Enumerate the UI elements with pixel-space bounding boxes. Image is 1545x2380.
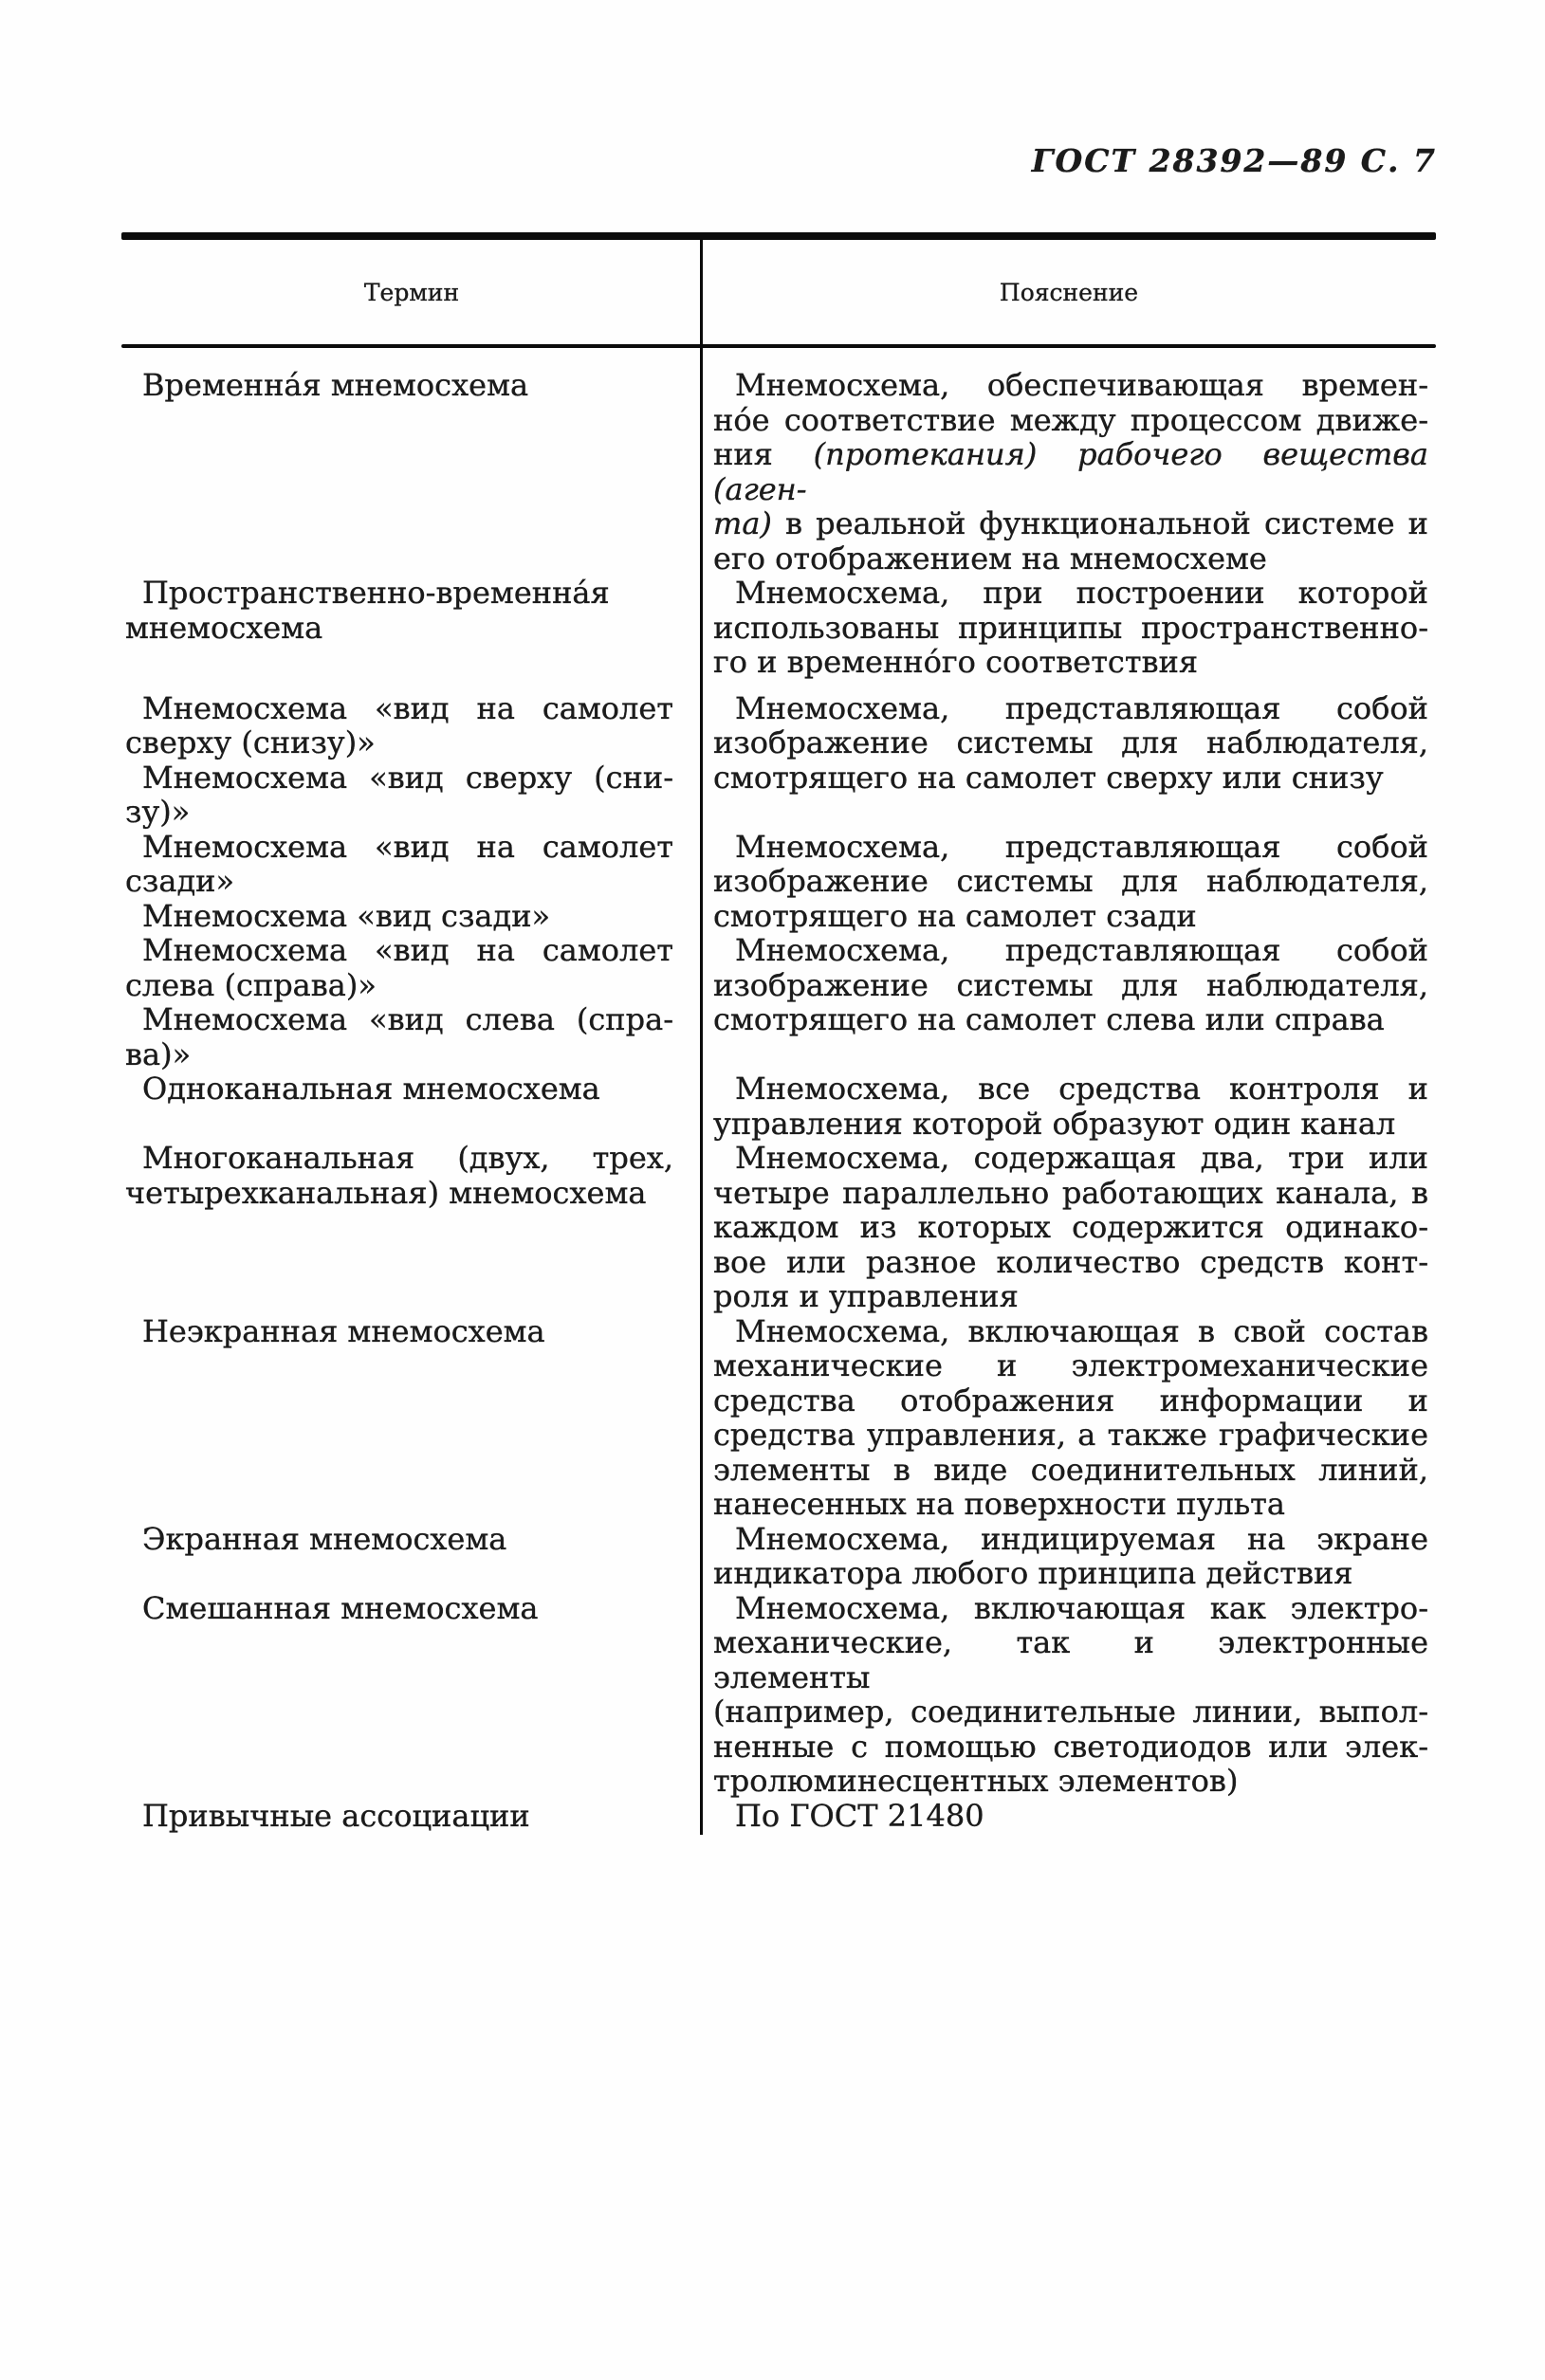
- column-header-explanation: Пояснение: [999, 278, 1139, 306]
- text-line: Мнемосхема, представляющая собой: [735, 689, 1428, 726]
- text-line: индикатора любого принципа действия: [713, 1555, 1353, 1591]
- text-line: Мнемосхема, содержащая два, три или: [735, 1140, 1428, 1176]
- text-line: Мнемосхема, включающая как электро-: [735, 1589, 1428, 1626]
- text-line: Неэкранная мнемосхема: [142, 1312, 545, 1349]
- italic-text-segment: (протекания) рабочего вещества (аген-: [713, 436, 1428, 507]
- text-line: смотрящего на самолет слева или справа: [713, 1001, 1385, 1037]
- term-cell: [121, 830, 702, 934]
- text-line: Экранная мнемосхема: [142, 1520, 507, 1557]
- term-cell: [121, 933, 702, 1071]
- text-line: изображение системы для наблюдателя,: [713, 966, 1428, 1003]
- text-line: механические, так и электронные элементы: [713, 1624, 1428, 1695]
- text-line: Мнемосхема, индицируемая на экране: [735, 1520, 1428, 1557]
- text-line: использованы принципы пространственно-: [713, 609, 1428, 646]
- text-line: Мнемосхема «вид сзади»: [142, 897, 551, 934]
- text-line: зу)»: [125, 794, 191, 830]
- text-line: сверху (снизу)»: [125, 724, 376, 760]
- text-line: Привычные ассоциации: [142, 1797, 530, 1834]
- text-segment: ния: [713, 436, 814, 472]
- explanation-cell: [702, 933, 1436, 1071]
- text-line: смотрящего на самолет сзади: [713, 897, 1197, 934]
- text-line: Временна́я мнемосхема: [142, 367, 529, 403]
- explanation-cell: [702, 691, 1436, 830]
- text-line: Мнемосхема, представляющая собой: [735, 932, 1428, 968]
- text-line: Смешанная мнемосхема: [142, 1589, 539, 1626]
- text-line: управления которой образуют один канал: [713, 1105, 1396, 1142]
- terms-table: [121, 232, 1436, 1835]
- term-cell: [121, 691, 702, 830]
- explanation-cell: [702, 576, 1436, 680]
- table-row: [121, 691, 1436, 830]
- text-line: ва)»: [125, 1035, 192, 1072]
- text-line: По ГОСТ 21480: [735, 1797, 984, 1834]
- text-line: но́е соответствие между процессом движе-: [713, 401, 1428, 438]
- italic-text-segment: та): [713, 505, 786, 541]
- text-line: [713, 506, 1428, 541]
- explanation-cell: [702, 1522, 1436, 1591]
- column-header-term: Термин: [363, 278, 460, 306]
- text-line: роля и управления: [713, 1278, 1019, 1314]
- text-line: элементы в виде соединительных линий,: [713, 1451, 1428, 1488]
- text-line: четыре параллельно работающих канала, в: [713, 1174, 1428, 1211]
- text-line: сзади»: [125, 863, 235, 899]
- text-segment: в реальной функциональной системе и: [785, 505, 1429, 541]
- table-row: [121, 933, 1436, 1071]
- text-line: Мнемосхема «вид слева (спра-: [142, 1001, 673, 1037]
- table-top-rule: [121, 232, 1436, 240]
- text-line: мнемосхема: [125, 609, 323, 646]
- term-cell: [121, 1591, 702, 1799]
- text-line: Мнемосхема, при построении которой: [735, 575, 1428, 611]
- text-line: изображение системы для наблюдателя,: [713, 724, 1428, 760]
- text-line: Мнемосхема, включающая в свой состав: [735, 1312, 1428, 1349]
- text-line: смотрящего на самолет сверху или снизу: [713, 759, 1384, 796]
- explanation-cell: [702, 1314, 1436, 1522]
- text-line: средства управления, а также графические: [713, 1417, 1428, 1453]
- text-line: его отображением на мнемосхеме: [713, 540, 1267, 577]
- text-line: (например, соединительные линии, выпол-: [713, 1693, 1428, 1730]
- text-line: Мнемосхема «вид на самолет: [142, 932, 673, 968]
- text-line: ненные с помощью светодиодов или элек-: [713, 1728, 1428, 1765]
- explanation-cell: [702, 1071, 1436, 1141]
- text-line: изображение системы для наблюдателя,: [713, 863, 1428, 899]
- text-line: Мнемосхема, обеспечивающая времен-: [735, 367, 1428, 403]
- text-line: [713, 437, 1428, 506]
- text-line: Мнемосхема «вид на самолет: [142, 689, 673, 726]
- term-cell: [121, 1314, 702, 1522]
- text-line: вое или разное количество средств конт-: [713, 1243, 1428, 1280]
- explanation-cell: [702, 368, 1436, 576]
- page-header: ГОСТ 28392—89 С. 7: [1031, 142, 1437, 179]
- table-row: [121, 1071, 1436, 1141]
- text-line: Мнемосхема «вид сверху (сни-: [142, 759, 673, 796]
- table-row: [121, 1141, 1436, 1314]
- table-row: [121, 1314, 1436, 1522]
- text-line: тролюминесцентных элементов): [713, 1763, 1239, 1799]
- table-row: [121, 830, 1436, 934]
- explanation-cell: [702, 1591, 1436, 1799]
- term-cell: [121, 576, 702, 680]
- table-body: [121, 348, 1436, 1835]
- text-line: механические и электромеханические: [713, 1347, 1428, 1383]
- text-line: Мнемосхема, все средства контроля и: [735, 1071, 1428, 1107]
- table-row: [121, 576, 1436, 680]
- table-row: [121, 368, 1436, 576]
- table-row: [121, 1522, 1436, 1591]
- text-line: слева (справа)»: [125, 966, 377, 1003]
- term-cell: [121, 368, 702, 576]
- text-line: Мнемосхема «вид на самолет: [142, 828, 673, 865]
- text-line: Многоканальная (двух, трех,: [142, 1140, 673, 1176]
- term-cell: [121, 1522, 702, 1591]
- text-line: Пространственно-временна́я: [142, 575, 610, 611]
- text-line: го и временно́го соответствия: [713, 644, 1199, 680]
- table-header-row: [121, 240, 1436, 344]
- explanation-cell: [702, 1141, 1436, 1314]
- text-line: средства отображения информации и: [713, 1382, 1428, 1419]
- explanation-cell: [702, 830, 1436, 934]
- text-line: нанесенных на поверхности пульта: [713, 1486, 1285, 1522]
- term-cell: [121, 1141, 702, 1314]
- text-line: каждом из которых содержится одинако-: [713, 1209, 1428, 1245]
- table-row: [121, 1591, 1436, 1799]
- explanation-cell: [702, 1799, 1436, 1834]
- text-line: Мнемосхема, представляющая собой: [735, 828, 1428, 865]
- term-cell: [121, 1799, 702, 1834]
- text-line: Одноканальная мнемосхема: [142, 1071, 600, 1107]
- text-line: четырехканальная) мнемосхема: [125, 1174, 647, 1211]
- term-cell: [121, 1071, 702, 1141]
- table-row: [121, 1799, 1436, 1834]
